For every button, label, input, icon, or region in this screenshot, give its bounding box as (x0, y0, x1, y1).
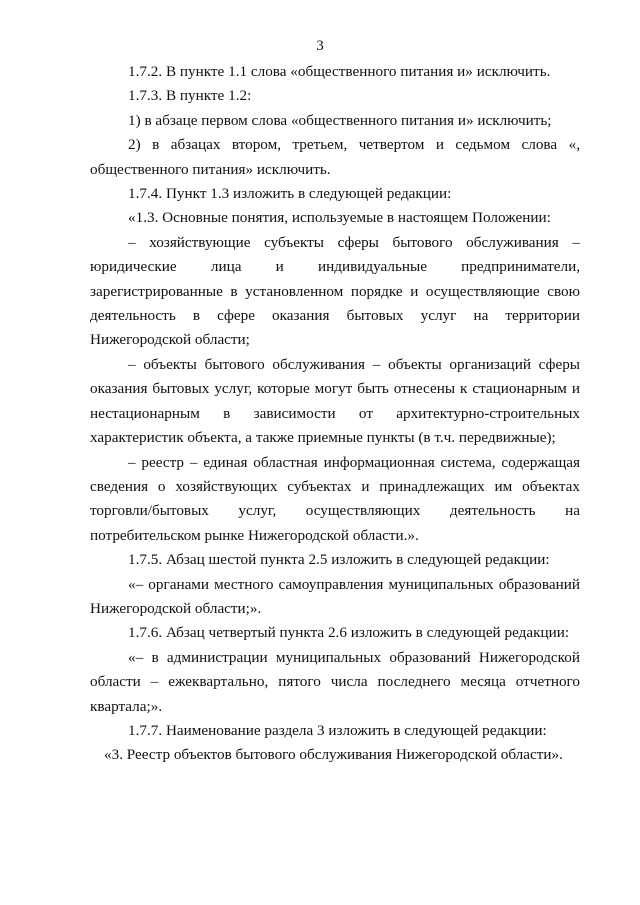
paragraph-1-7-6-text: «– в администрации муниципальных образований Нижегородской области – ежеквартально, пятого числа последнего месяца отчетного квартала;». (90, 648, 580, 715)
paragraph-1-7-4: 1.7.4. Пункт 1.3 изложить в следующей редакции: (128, 185, 452, 203)
page-number: 3 (316, 38, 324, 54)
paragraph-1-7-7: 1.7.7. Наименование раздела 3 изложить в следующей редакции: (128, 721, 547, 739)
paragraph-1-7-6: 1.7.6. Абзац четвертый пункта 2.6 изложить в следующей редакции: (128, 624, 570, 642)
paragraph-1-7-5: 1.7.5. Абзац шестой пункта 2.5 изложить в следующей редакции: (128, 551, 550, 569)
paragraph-definition-registry: – реестр – единая областная информационная система, содержащая сведения о хозяйствующих субъектах и принадлежащих им объектах торговли/бытовых услуг, осуществляющих деятельность на потребительском рынке Нижегородской области.». (90, 453, 580, 544)
paragraph-item-1: 1) в абзаце первом слова «общественного питания и» исключить; (128, 111, 552, 129)
paragraph-1-7-3: 1.7.3. В пункте 1.2: (128, 87, 252, 105)
paragraph-1-7-2: 1.7.2. В пункте 1.1 слова «общественного питания и» исключить. (128, 63, 551, 80)
paragraph-definition-entities: – хозяйствующие субъекты сферы бытового обслуживания – юридические лица и индивидуальные предприниматели, зарегистрированные в установленном порядке и осуществляющие свою деятельность в сфере оказания бытовых услуг на территории Нижегородской области; (90, 233, 580, 349)
paragraph-definitions-heading: «1.3. Основные понятия, используемые в настоящем Положении: (128, 209, 551, 227)
paragraph-section-3-title: «3. Реестр объектов бытового обслуживания Нижегородской области». (104, 746, 563, 764)
paragraph-item-2: 2) в абзацах втором, третьем, четвертом и седьмом слова «, общественного питания» исключить. (90, 136, 580, 178)
paragraph-definition-objects: – объекты бытового обслуживания – объекты организаций сферы оказания бытовых услуг, которые могут быть отнесены к стационарным и нестационарным в зависимости от архитектурно-строительных характеристик объекта, а также приемные пункты (в т.ч. передвижные); (90, 355, 580, 447)
document-body (90, 60, 580, 768)
paragraph-1-7-5-text: «– органами местного самоуправления муниципальных образований Нижегородской области;». (90, 575, 580, 617)
